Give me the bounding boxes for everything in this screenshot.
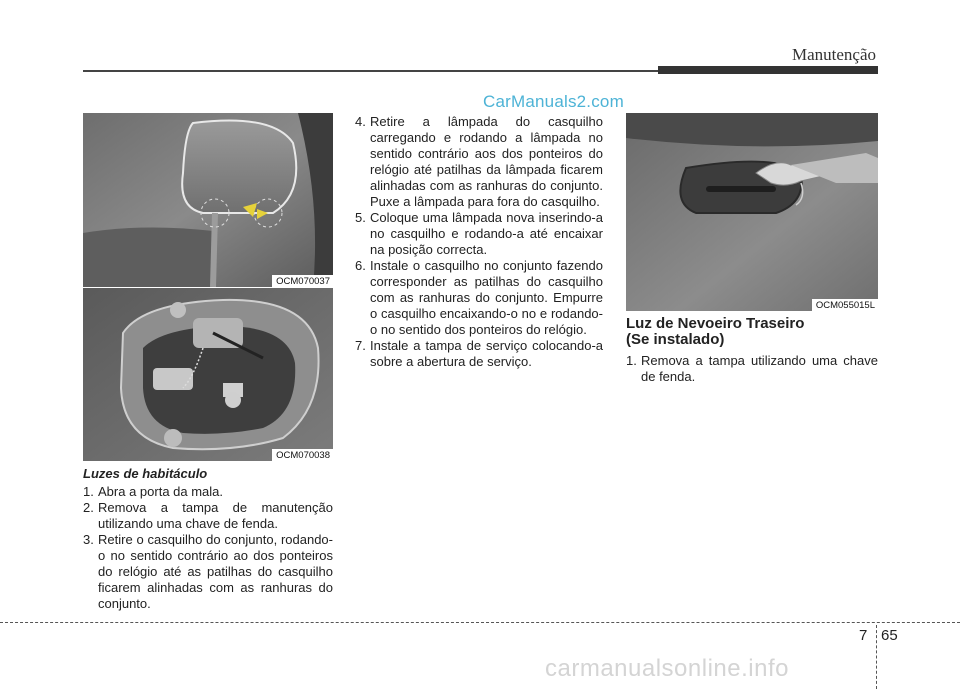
instruction-list [355,114,603,370]
list-item [83,484,333,500]
step-text: Abra a porta da mala. [98,484,224,499]
step-text: Instale o casquilho no conjunto fazendo corresponder as patilhas do casquilho com as ranhuras do conjunto. Empurre o casquilho encaixando-o no e rodando-o no sentido dos ponteiros do relógio. [370,258,603,337]
step-number: 3. [83,532,94,547]
step-number: 1. [83,484,94,499]
watermark-top: CarManuals2.com [483,92,624,111]
bulb-socket-illustration [83,288,333,461]
right-column [626,316,878,385]
step-text: Retire o casquilho do conjunto, rodando-o no sentido contrário ao dos ponteiros do relógio até as patilhas do casquilho ficarem alinhadas com as ranhuras do conjunto. [98,532,333,611]
left-column [83,466,333,612]
step-number: 1. [626,353,637,368]
figure-rear-fog-lamp [626,113,878,311]
step-number: 6. [355,258,366,273]
service-cover-illustration [83,113,333,287]
figure-bulb-socket [83,288,333,461]
section-heading [626,316,878,348]
page-number: 65 [881,627,898,644]
rear-fog-lamp-illustration [626,113,878,311]
watermark-bottom[interactable]: carmanualsonline.info [545,655,789,682]
figure-label: OCM070038 [272,449,333,461]
list-item [83,500,333,532]
figure-label: OCM070037 [272,275,333,287]
list-item [355,258,603,338]
section-heading-line2: (Se instalado) [626,331,725,348]
step-text: Instale a tampa de serviço colocando-a sobre a abertura de serviço. [370,338,603,369]
list-item [355,210,603,258]
list-item [355,338,603,370]
page-header-title: Manutenção [791,45,876,64]
instruction-list [83,484,333,612]
list-item [626,353,878,385]
step-number: 4. [355,114,366,129]
instruction-list [626,353,878,385]
step-number: 5. [355,210,366,225]
section-heading-line1: Luz de Nevoeiro Traseiro [626,315,805,332]
footer-rule [0,622,960,623]
list-item [355,114,603,210]
step-text: Remova a tampa utilizando uma chave de fenda. [641,353,878,384]
step-number: 7. [355,338,366,353]
section-subtitle: Luzes de habitáculo [83,466,208,481]
step-number: 2. [83,500,94,515]
step-text: Coloque uma lâmpada nova inserindo-a no casquilho e rodando-a até encaixar na posição correcta. [370,210,603,257]
header-rule [83,70,658,72]
middle-column [355,114,603,370]
step-text: Remova a tampa de manutenção utilizando uma chave de fenda. [98,500,333,531]
figure-service-cover [83,113,333,287]
page-number-separator [876,625,877,689]
chapter-number: 7 [859,627,868,644]
step-text: Retire a lâmpada do casquilho carregando e rodando a lâmpada no sentido contrário aos dos ponteiros do relógio até patilhas da lâmpada ficarem alinhadas com as ranhuras do conjunto. Puxe a lâmpada para fora do casquilho. [370,114,603,209]
figure-label: OCM055015L [812,299,878,311]
list-item [83,532,333,612]
header-rule-accent [658,66,878,74]
